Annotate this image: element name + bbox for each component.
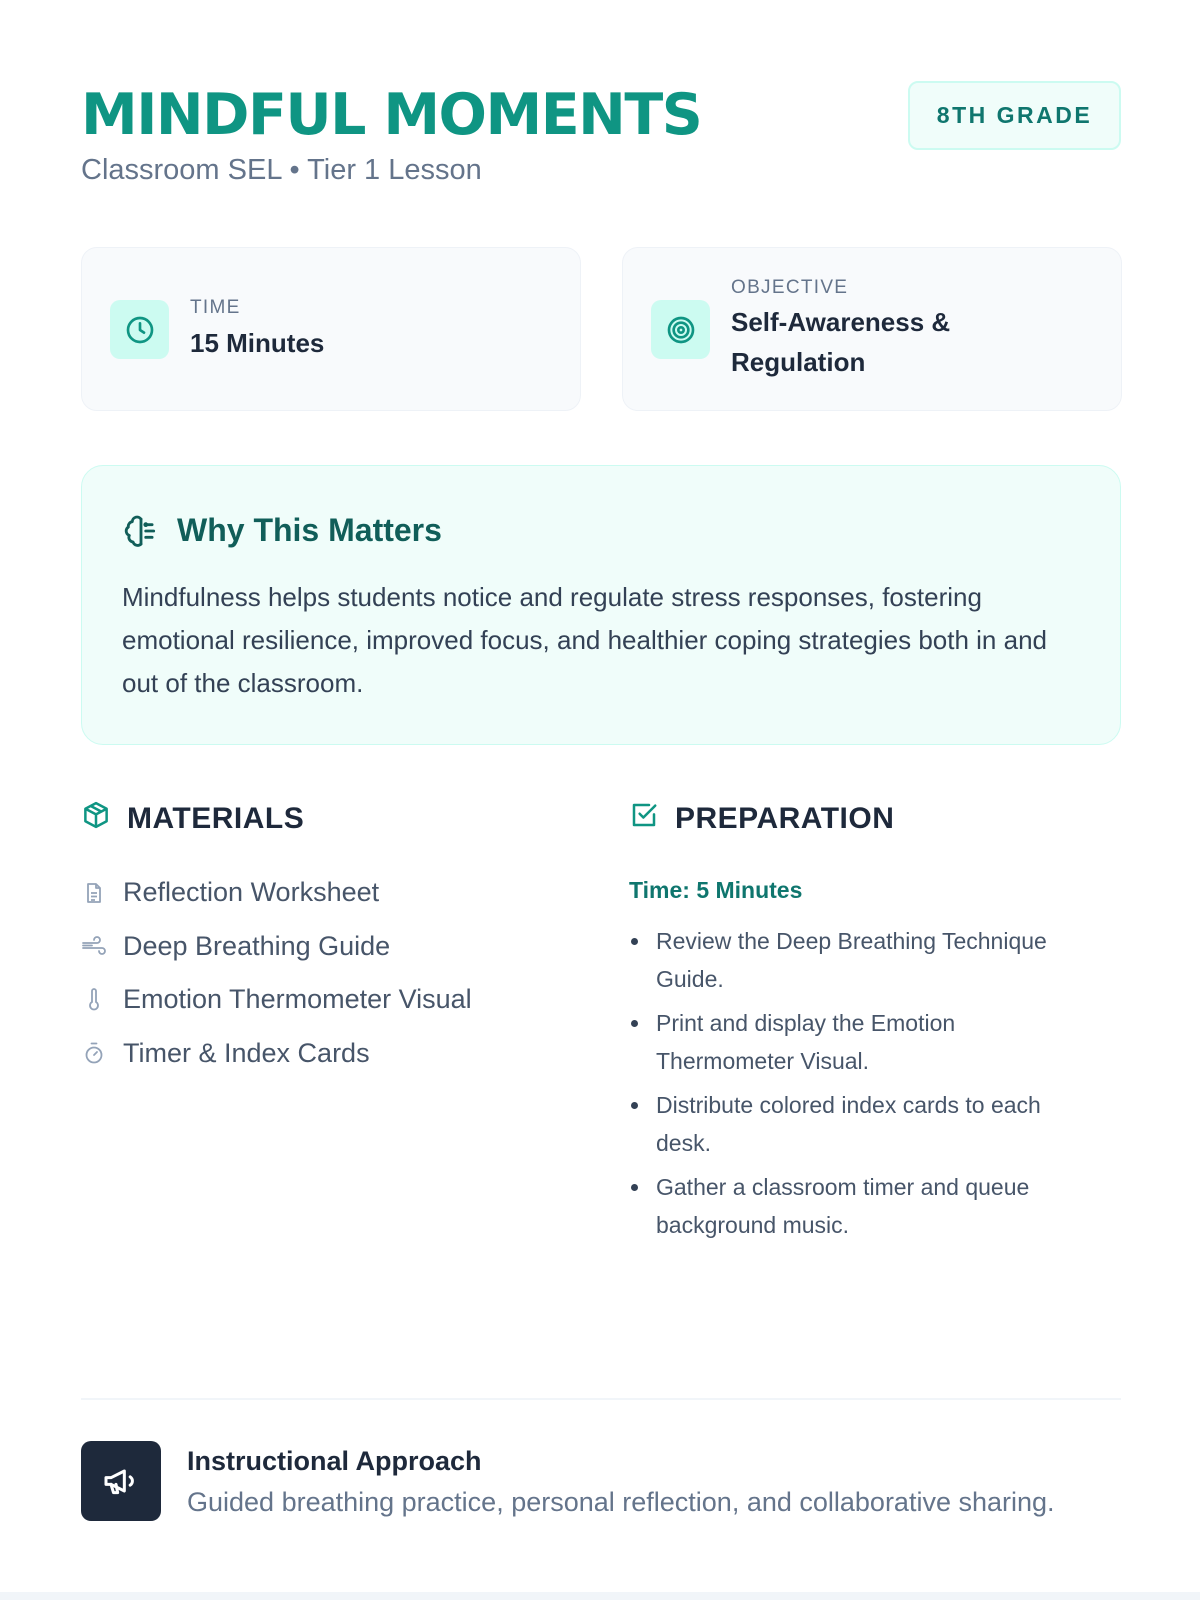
list-item: Print and display the Emotion Thermometer Visual. — [629, 1004, 1099, 1080]
materials-list — [81, 866, 581, 1080]
materials-heading-label: MATERIALS — [127, 802, 305, 835]
preparation-heading — [629, 800, 894, 838]
time-value: 15 Minutes — [190, 328, 325, 358]
preparation-time: Time: 5 Minutes — [629, 877, 803, 903]
clock-icon — [110, 300, 169, 359]
time-card — [81, 247, 581, 411]
preparation-heading-label: PREPARATION — [675, 802, 895, 835]
list-item — [81, 973, 581, 1027]
material-label: Reflection Worksheet — [123, 877, 380, 908]
checkbox-icon — [629, 800, 659, 838]
preparation-list — [629, 922, 1099, 1250]
thermometer-icon — [81, 987, 107, 1013]
objective-card — [622, 247, 1122, 411]
grade-badge: 8TH GRADE — [908, 81, 1121, 150]
why-title: Why This Matters — [177, 512, 442, 548]
brain-icon — [122, 512, 160, 555]
material-label: Timer & Index Cards — [123, 1037, 370, 1068]
why-text: Mindfulness helps students notice and regulate stress responses, fostering emotional resilience, improved focus, and healthier coping strategies both in and out of the classroom. — [122, 582, 1047, 698]
objective-value: Self-Awareness & Regulation — [731, 307, 951, 377]
materials-heading — [81, 800, 304, 838]
bottom-strip — [0, 1592, 1200, 1600]
footer-text: Guided breathing practice, personal reflection, and collaborative sharing. — [187, 1487, 1055, 1517]
why-this-matters-box — [81, 465, 1121, 745]
divider — [81, 1398, 1121, 1400]
list-item: Gather a classroom timer and queue background music. — [629, 1168, 1099, 1244]
list-item — [81, 920, 581, 974]
list-item: Review the Deep Breathing Technique Guide. — [629, 922, 1099, 998]
target-icon — [651, 300, 710, 359]
list-item — [81, 1027, 581, 1081]
list-item: Distribute colored index cards to each desk. — [629, 1086, 1099, 1162]
document-icon — [81, 881, 107, 905]
material-label: Deep Breathing Guide — [123, 930, 391, 961]
page-subtitle: Classroom SEL • Tier 1 Lesson — [81, 154, 482, 186]
timer-icon — [81, 1041, 107, 1065]
objective-label: OBJECTIVE — [731, 277, 849, 298]
footer-title: Instructional Approach — [187, 1446, 482, 1476]
page-title: MINDFUL MOMENTS — [81, 82, 702, 148]
megaphone-icon — [81, 1441, 161, 1521]
wind-icon — [81, 934, 107, 958]
time-label: TIME — [190, 297, 241, 318]
material-label: Emotion Thermometer Visual — [123, 984, 472, 1015]
list-item — [81, 866, 581, 920]
box-icon — [81, 800, 111, 838]
